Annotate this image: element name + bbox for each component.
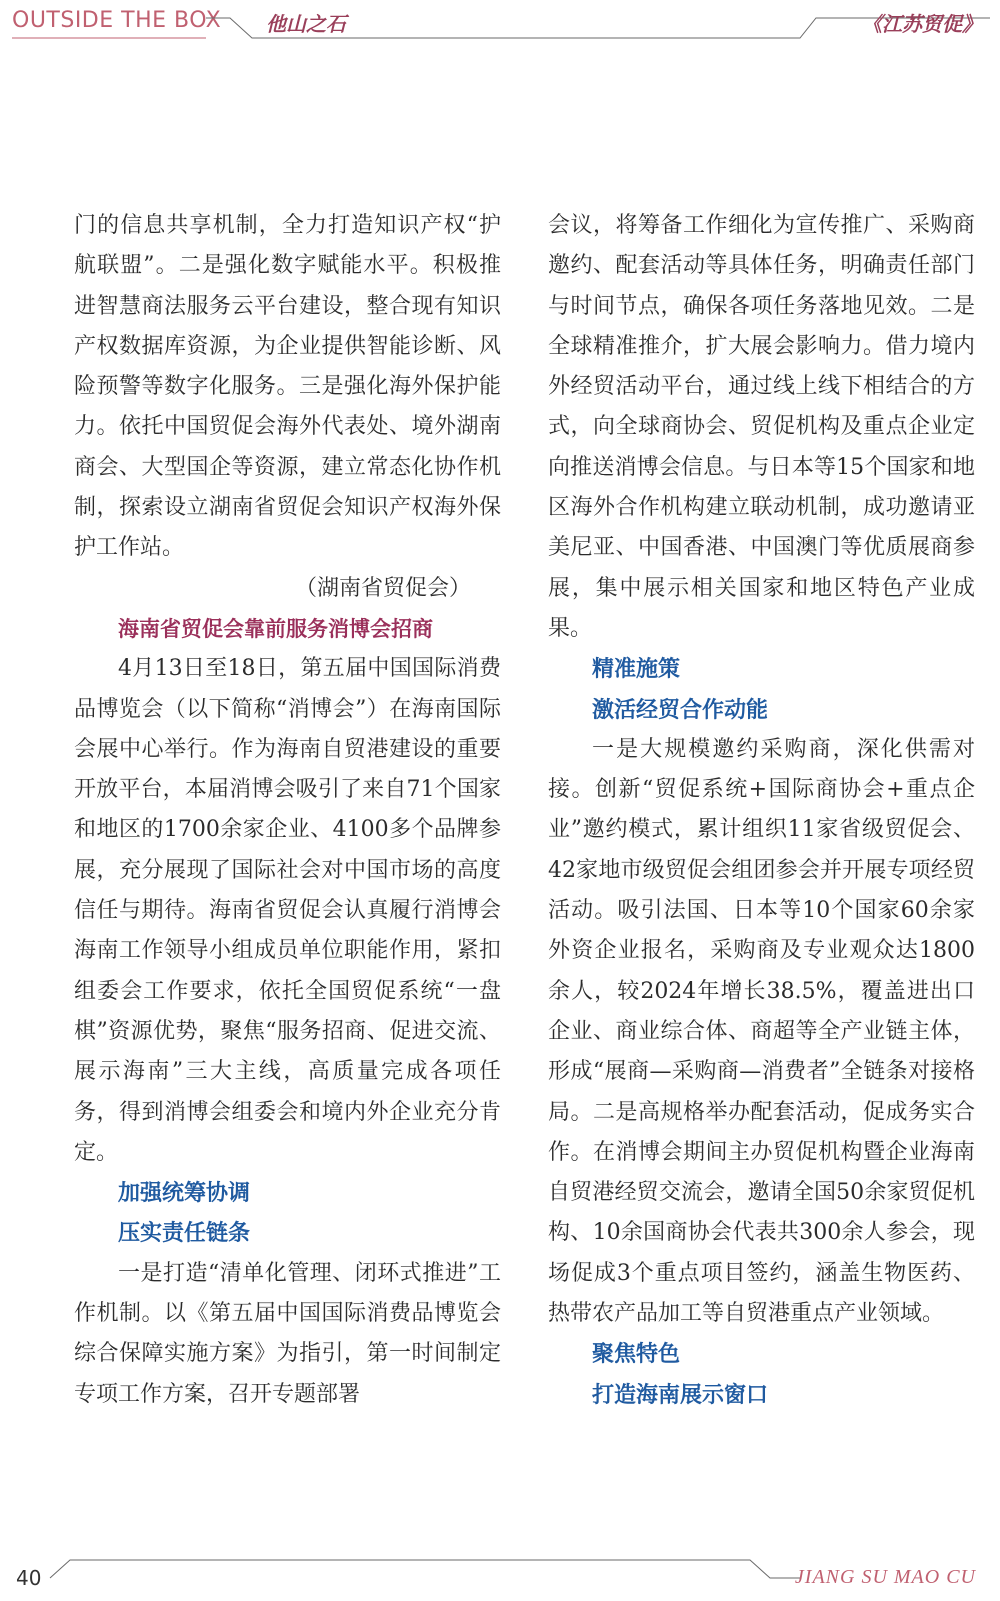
header-divider-icon [0,0,1000,42]
body-paragraph: 一是打造“清单化管理、闭环式推进”工作机制。以《第五届中国国际消费品博览会综合保障实施方案》为指引，第一时间制定专项工作方案，召开专题部署 [74,1260,501,1407]
magazine-name-en: JIANG SU MAO CU [794,1566,976,1588]
section-title: 他山之石 [266,12,346,36]
article-title: 海南省贸促会靠前服务消博会招商 [118,616,433,641]
body-paragraph: 门的信息共享机制，全力打造知识产权“护航联盟”。二是强化数字赋能水平。积极推进智慧商法服务云平台建设，整合现有知识产权数据库资源，为企业提供智能诊断、风险预警等数字化服务。三是强化海外保护能力。依托中国贸促会海外代表处、境外湖南商会、大型国企等资源，建立常态化协作机制，探索设立湖南省贸促会知识产权海外保护工作站。 [74,213,501,561]
right-column [548,206,975,1415]
subheading: 激活经贸合作动能 [592,696,769,723]
magazine-title: 《江苏贸促》 [862,12,982,36]
body-paragraph: 4月13日至18日，第五届中国国际消费品博览会（以下简称“消博会”）在海南国际会展中心举行。作为海南自贸港建设的重要开放平台，本届消博会吸引了来自71个国家和地区的1700余家企业、4100多个品牌参展，充分展现了国际社会对中国市场的高度信任与期待。海南省贸促会认真履行消博会海南工作领导小组成员单位职能作用，紧扣组委会工作要求，依托全国贸促系统“一盘棋”资源优势，聚焦“服务招商、促进交流、展示海南”三大主线，高质量完成各项任务，得到消博会组委会和境内外企业充分肯定。 [74,656,501,1165]
subheading: 聚焦特色 [592,1341,681,1368]
column-brand: OUTSIDE THE BOX [12,8,222,33]
subheading: 加强统筹协调 [118,1180,251,1207]
left-column [74,206,501,1415]
body-paragraph: 会议，将筹备工作细化为宣传推广、采购商邀约、配套活动等具体任务，明确责任部门与时间节点，确保各项任务落地见效。二是全球精准推介，扩大展会影响力。借力境内外经贸活动平台，通过线上线下相结合的方式，向全球商协会、贸促机构及重点企业定向推送消博会信息。与日本等15个国家和地区海外合作机构建立联动机制，成功邀请亚美尼亚、中国香港、中国澳门等优质展商参展，集中展示相关国家和地区特色产业成果。 [548,213,975,641]
article-source: （湖南省贸促会） [294,575,471,601]
page-header [0,0,1000,40]
subheading: 打造海南展示窗口 [592,1381,769,1408]
subheading: 精准施策 [592,656,681,683]
body-paragraph: 一是大规模邀约采购商，深化供需对接。创新“贸促系统+国际商协会+重点企业”邀约模式，累计组织11家省级贸促会、42家地市级贸促会组团参会并开展专项经贸活动。吸引法国、日本等10个国家60余家外资企业报名，采购商及专业观众达1800余人，较2024年增长38.5%，覆盖进出口企业、商业综合体、商超等全产业链主体，形成“展商—采购商—消费者”全链条对接格局。二是高规格举办配套活动，促成务实合作。在消博会期间主办贸促机构暨企业海南自贸港经贸交流会，邀请全国50余家贸促机构、10余国商协会代表共300余人参会，现场促成3个重点项目签约，涵盖生物医药、热带农产品加工等自贸港重点产业领域。 [548,736,975,1327]
subheading: 压实责任链条 [118,1220,251,1247]
page-number: 40 [16,1566,42,1590]
